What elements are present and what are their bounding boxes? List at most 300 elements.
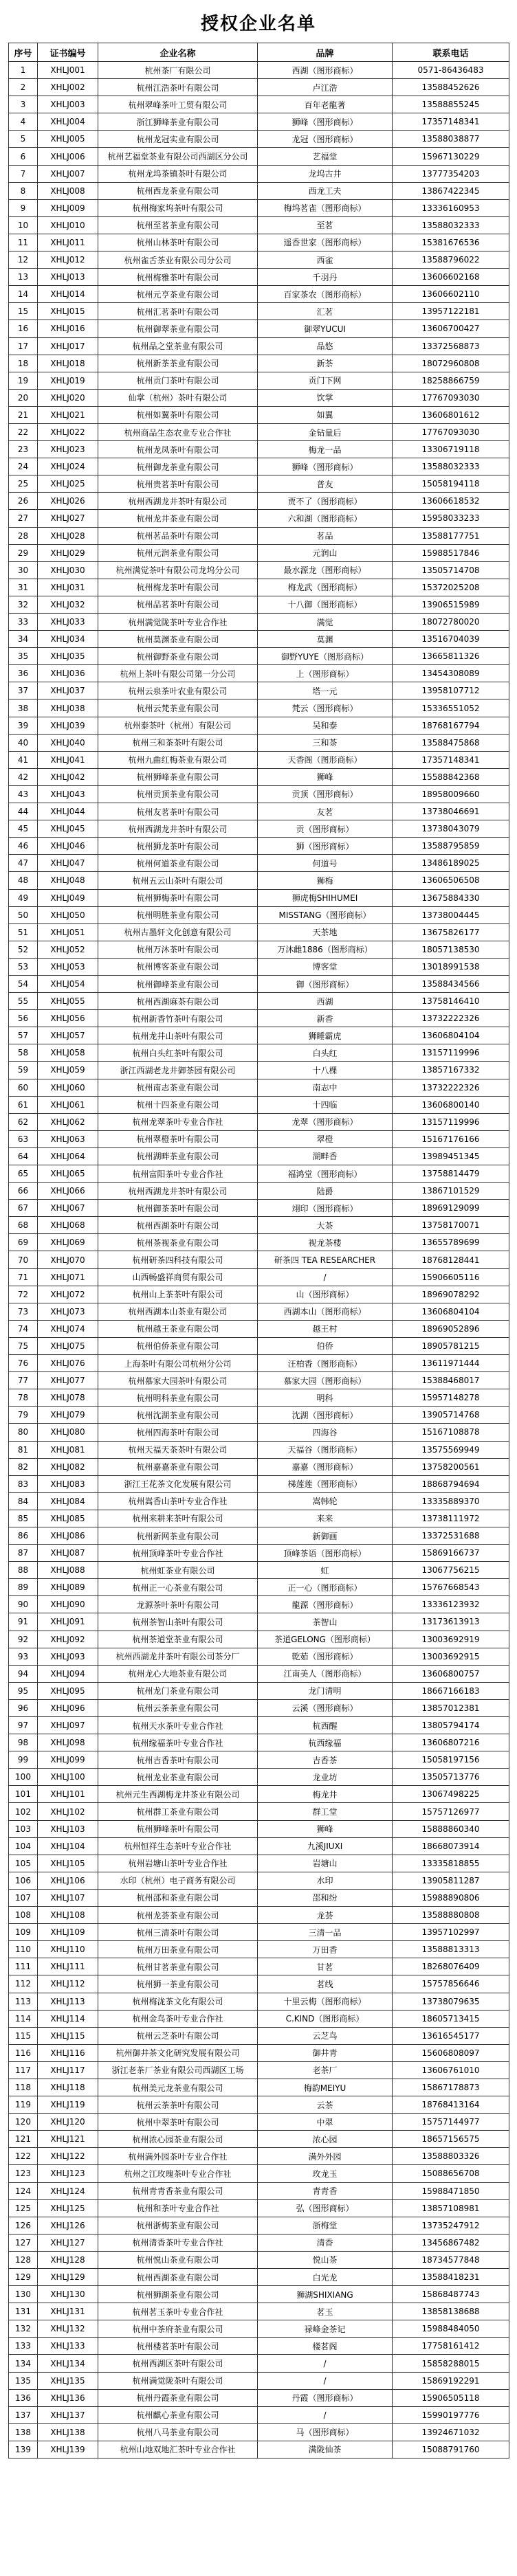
brand: 百家茶农（图形商标） [258,286,393,303]
certificate-number: XHLJ043 [38,785,98,803]
phone: 18768128441 [393,1251,509,1268]
table-row [9,320,509,337]
header-index: 序号 [9,43,38,62]
row-index: 135 [9,2372,38,2389]
certificate-number: XHLJ066 [38,1183,98,1200]
row-index: 64 [9,1147,38,1165]
table-row [9,1010,509,1027]
row-index: 70 [9,1251,38,1268]
certificate-number: XHLJ120 [38,2114,98,2131]
brand: 吉香茶 [258,1751,393,1769]
table-row [9,1475,509,1492]
company-name: 杭州古墨轩文化创意有限公司 [98,923,258,941]
company-name: 杭州群工茶业有限公司 [98,1803,258,1820]
row-index: 46 [9,838,38,855]
brand: 茶道GELONG（图形商标） [258,1631,393,1648]
brand: / [258,1268,393,1286]
table-row [9,631,509,648]
certificate-number: XHLJ036 [38,665,98,682]
certificate-number: XHLJ013 [38,269,98,286]
certificate-number: XHLJ022 [38,423,98,440]
brand: 嘉嘉（图形商标） [258,1458,393,1475]
certificate-number: XHLJ009 [38,199,98,216]
table-row [9,2406,509,2423]
certificate-number: XHLJ033 [38,614,98,631]
table-row [9,1096,509,1113]
certificate-number: XHLJ127 [38,2234,98,2251]
row-index: 7 [9,165,38,182]
brand: 九溪JIUXI [258,1837,393,1855]
phone: 13575569949 [393,1441,509,1458]
brand: 白光龙 [258,2269,393,2286]
brand: 满陇仙茶 [258,2441,393,2458]
company-name: 杭州狮峰茶叶有限公司 [98,1820,258,1837]
certificate-number: XHLJ070 [38,1251,98,1268]
certificate-number: XHLJ027 [38,510,98,527]
company-name: 杭州中茶府茶业有限公司 [98,2320,258,2338]
phone: 13606761010 [393,2061,509,2079]
certificate-number: XHLJ031 [38,579,98,596]
company-name: 杭州邵和茶业有限公司 [98,1889,258,1906]
row-index: 95 [9,1682,38,1699]
row-index: 35 [9,648,38,665]
table-row [9,1183,509,1200]
company-name: 杭州悦山茶业有限公司 [98,2251,258,2268]
table-row [9,2423,509,2441]
certificate-number: XHLJ005 [38,131,98,148]
certificate-number: XHLJ062 [38,1113,98,1130]
certificate-number: XHLJ073 [38,1303,98,1320]
company-name: 杭州品之堂茶业有限公司 [98,337,258,355]
phone: 13665811326 [393,648,509,665]
row-index: 103 [9,1820,38,1837]
company-name: 杭州元润茶业有限公司 [98,544,258,561]
company-name: 杭州翠橙茶叶有限公司 [98,1130,258,1147]
brand: 中翠 [258,2114,393,2131]
certificate-number: XHLJ012 [38,251,98,269]
company-name: 杭州龙业茶业有限公司 [98,1769,258,1786]
company-name: 杭州岩塘山茶叶专业合作社 [98,1855,258,1872]
phone: 18969078292 [393,1286,509,1303]
certificate-number: XHLJ053 [38,958,98,975]
row-index: 116 [9,2044,38,2061]
table-row [9,699,509,717]
phone: 17767093030 [393,389,509,406]
row-index: 94 [9,1665,38,1682]
phone: 13067498225 [393,1786,509,1803]
row-index: 106 [9,1872,38,1889]
table-row [9,2355,509,2372]
certificate-number: XHLJ123 [38,2165,98,2182]
table-row [9,1924,509,1941]
row-index: 22 [9,423,38,440]
company-name: 杭州顶峰茶叶专业合作社 [98,1545,258,1562]
phone: 13738004445 [393,906,509,923]
company-name: 杭州山林茶叶有限公司 [98,234,258,251]
phone: 15767668543 [393,1579,509,1596]
brand: 龍源（图形商标） [258,1596,393,1613]
certificate-number: XHLJ026 [38,493,98,510]
phone: 13588475868 [393,734,509,751]
brand: 天福谷（图形商标） [258,1441,393,1458]
company-name: 杭州龙心大地茶业有限公司 [98,1665,258,1682]
company-name: 杭州龙门茶业有限公司 [98,1682,258,1699]
brand: C.KIND（图形商标） [258,2010,393,2027]
company-name: 杭州八马茶业有限公司 [98,2423,258,2441]
certificate-number: XHLJ092 [38,1631,98,1648]
table-row [9,510,509,527]
table-row [9,286,509,303]
brand: 十里云梅（图形商标） [258,1993,393,2010]
phone: 15757126977 [393,1803,509,1820]
brand: 梅韵MEIYU [258,2079,393,2096]
table-row [9,1510,509,1527]
company-name: 杭州南志茶业有限公司 [98,1079,258,1096]
company-name: 杭州茶厂有限公司 [98,62,258,79]
table-row [9,234,509,251]
table-row [9,527,509,544]
certificate-number: XHLJ133 [38,2338,98,2355]
row-index: 11 [9,234,38,251]
phone: 13588803326 [393,2148,509,2165]
row-index: 67 [9,1200,38,1217]
brand: 上（图形商标） [258,665,393,682]
company-name: 杭州山地双地汇茶叶专业合作社 [98,2441,258,2458]
row-index: 79 [9,1407,38,1424]
table-row [9,734,509,751]
row-index: 28 [9,527,38,544]
certificate-number: XHLJ090 [38,1596,98,1613]
phone: 15858288015 [393,2355,509,2372]
certificate-number: XHLJ117 [38,2061,98,2079]
company-name: 上海茶叶有限公司杭州分公司 [98,1355,258,1372]
phone: 18605713415 [393,2010,509,2027]
company-name: 杭州梅龙茶叶有限公司 [98,579,258,596]
certificate-number: XHLJ002 [38,79,98,96]
company-name: 杭州甘茗茶业有限公司 [98,1958,258,1975]
table-row [9,2269,509,2286]
table-row [9,1872,509,1889]
certificate-number: XHLJ034 [38,631,98,648]
brand: 乾茹（图形商标） [258,1648,393,1665]
table-row [9,406,509,423]
certificate-number: XHLJ069 [38,1234,98,1251]
phone: 13858138688 [393,2303,509,2320]
brand: 狮睡霸虎 [258,1027,393,1044]
table-row [9,838,509,855]
brand: 南志中 [258,1079,393,1096]
phone: 15167108878 [393,1424,509,1441]
row-index: 41 [9,751,38,768]
row-index: 36 [9,665,38,682]
table-row [9,1441,509,1458]
brand: 万沐雌1886（图形商标） [258,941,393,958]
row-index: 86 [9,1527,38,1544]
certificate-number: XHLJ103 [38,1820,98,1837]
row-index: 63 [9,1130,38,1147]
brand: 狮湖SHIXIANG [258,2286,393,2303]
phone: 13018991538 [393,958,509,975]
company-name: 浙江狮峰茶业有限公司 [98,113,258,131]
table-row [9,906,509,923]
table-row [9,2372,509,2389]
table-row [9,1527,509,1544]
company-name: 杭州中翠茶叶有限公司 [98,2114,258,2131]
table-row [9,1631,509,1648]
brand: 艺福堂 [258,148,393,165]
table-row [9,1217,509,1234]
certificate-number: XHLJ015 [38,303,98,320]
brand: / [258,2372,393,2389]
phone: 15957148278 [393,1389,509,1407]
brand: 翠橙 [258,1130,393,1147]
row-index: 13 [9,269,38,286]
brand: 伯侨 [258,1337,393,1354]
brand: 金钻量后 [258,423,393,440]
row-index: 96 [9,1699,38,1716]
table-row [9,1545,509,1562]
table-row [9,1062,509,1079]
table-row [9,2044,509,2061]
phone: 13777354203 [393,165,509,182]
table-row [9,872,509,889]
company-name: 水印（杭州）电子商务有限公司 [98,1872,258,1889]
company-name: 杭州四海茶叶有限公司 [98,1424,258,1441]
company-name: 杭州楼茗茶叶有限公司 [98,2338,258,2355]
company-name: 杭州满觉茶叶有限公司龙坞分公司 [98,561,258,579]
certificate-number: XHLJ129 [38,2269,98,2286]
company-name: 杭州天水茶叶专业合作社 [98,1717,258,1734]
company-name: 杭州御野茶业有限公司 [98,648,258,665]
header-brand: 品牌 [258,43,393,62]
table-row [9,2148,509,2165]
company-name: 杭州贡门茶叶有限公司 [98,372,258,389]
brand: / [258,2355,393,2372]
table-row [9,923,509,941]
row-index: 5 [9,131,38,148]
certificate-number: XHLJ105 [38,1855,98,1872]
certificate-number: XHLJ051 [38,923,98,941]
company-name: 杭州云芝茶叶有限公司 [98,2027,258,2044]
row-index: 88 [9,1562,38,1579]
phone: 15381676536 [393,234,509,251]
brand: 贾不了（图形商标） [258,493,393,510]
row-index: 102 [9,1803,38,1820]
certificate-number: XHLJ020 [38,389,98,406]
phone: 15869166737 [393,1545,509,1562]
phone: 13157119996 [393,1044,509,1062]
row-index: 15 [9,303,38,320]
row-index: 124 [9,2182,38,2199]
row-index: 99 [9,1751,38,1769]
company-name: 杭州龙井山茶叶有限公司 [98,1027,258,1044]
table-row [9,1596,509,1613]
certificate-number: XHLJ108 [38,1907,98,1924]
brand: 山（图形商标） [258,1286,393,1303]
phone: 13588038877 [393,131,509,148]
table-row [9,579,509,596]
company-name: 杭州九曲红梅茶业有限公司 [98,751,258,768]
brand: 汪柏香（图形商标） [258,1355,393,1372]
certificate-number: XHLJ095 [38,1682,98,1699]
company-name: 杭州艺福堂茶业有限公司西湖区分公司 [98,148,258,165]
brand: 最水源龙（图形商标） [258,561,393,579]
row-index: 73 [9,1303,38,1320]
phone: 13905811287 [393,1872,509,1889]
brand: 满外外园 [258,2148,393,2165]
brand: 狮梅 [258,872,393,889]
phone: 13924671032 [393,2423,509,2441]
company-name: 杭州三清茶叶有限公司 [98,1924,258,1941]
phone: 13588177751 [393,527,509,544]
company-name: 杭州博客茶业有限公司 [98,958,258,975]
phone: 13675884330 [393,889,509,906]
phone: 18768167794 [393,717,509,734]
company-name: 杭州白头红茶叶有限公司 [98,1044,258,1062]
phone: 15869192291 [393,2372,509,2389]
table-row [9,1786,509,1803]
company-name: 杭州茶视茶业有限公司 [98,1234,258,1251]
table-row [9,614,509,631]
row-index: 16 [9,320,38,337]
row-index: 118 [9,2079,38,2096]
brand: 新香 [258,1010,393,1027]
brand: 御野YUYE（图形商标） [258,648,393,665]
phone: 15906505118 [393,2389,509,2406]
brand: 如翼 [258,406,393,423]
table-row [9,2251,509,2268]
certificate-number: XHLJ047 [38,855,98,872]
company-name: 杭州元亨茶业有限公司 [98,286,258,303]
certificate-number: XHLJ096 [38,1699,98,1716]
phone: 13857012381 [393,1699,509,1716]
brand: 贡（图形商标） [258,820,393,838]
certificate-number: XHLJ083 [38,1475,98,1492]
brand: 水印 [258,1872,393,1889]
company-name: 杭州和茶叶专业合作社 [98,2199,258,2217]
company-name: 杭州龙凤茶叶有限公司 [98,441,258,458]
certificate-number: XHLJ050 [38,906,98,923]
company-name: 杭州梅泷茶文化有限公司 [98,1993,258,2010]
phone: 0571-86436483 [393,62,509,79]
row-index: 100 [9,1769,38,1786]
certificate-number: XHLJ025 [38,475,98,493]
company-name: 杭州嘉嘉茶业有限公司 [98,1458,258,1475]
phone: 13957102997 [393,1924,509,1941]
certificate-number: XHLJ098 [38,1734,98,1751]
company-name: 杭州龙翠茶叶专业合作社 [98,1113,258,1130]
phone: 18969129099 [393,1200,509,1217]
brand: 浓心园 [258,2131,393,2148]
table-row [9,975,509,992]
row-index: 112 [9,1975,38,1993]
brand: 群工堂 [258,1803,393,1820]
company-name: 山西畅盛祥商贸有限公司 [98,1268,258,1286]
table-row [9,441,509,458]
row-index: 134 [9,2355,38,2372]
phone: 13486189025 [393,855,509,872]
row-index: 60 [9,1079,38,1096]
company-name: 杭州美元龙茶业有限公司 [98,2079,258,2096]
table-row [9,423,509,440]
row-index: 53 [9,958,38,975]
certificate-number: XHLJ106 [38,1872,98,1889]
row-index: 48 [9,872,38,889]
brand: 云芝鸟 [258,2027,393,2044]
certificate-number: XHLJ014 [38,286,98,303]
table-row [9,2182,509,2199]
row-index: 62 [9,1113,38,1130]
table-row [9,303,509,320]
phone: 13758146410 [393,993,509,1010]
row-index: 78 [9,1389,38,1407]
table-row [9,165,509,182]
phone: 13588032333 [393,458,509,475]
brand: 邵和纷 [258,1889,393,1906]
header-certificate-number: 证书编号 [38,43,98,62]
phone: 13067756215 [393,1562,509,1579]
row-index: 61 [9,1096,38,1113]
phone: 15867178873 [393,2079,509,2096]
company-name: 杭州茗品茶叶有限公司 [98,527,258,544]
phone: 18258866759 [393,372,509,389]
table-row [9,2027,509,2044]
certificate-number: XHLJ125 [38,2199,98,2217]
brand: 茗玉 [258,2303,393,2320]
brand: 正一心（图形商标） [258,1579,393,1596]
row-index: 31 [9,579,38,596]
certificate-number: XHLJ087 [38,1545,98,1562]
certificate-number: XHLJ039 [38,717,98,734]
company-name: 杭州何道茶业有限公司 [98,855,258,872]
brand: 梯莲莲（图形商标） [258,1475,393,1492]
certificate-number: XHLJ132 [38,2320,98,2338]
brand: 汇茗 [258,303,393,320]
brand: 岩塘山 [258,1855,393,1872]
company-name: 杭州新香竹茶叶有限公司 [98,1010,258,1027]
phone: 13606804104 [393,1303,509,1320]
row-index: 58 [9,1044,38,1062]
table-row [9,493,509,510]
company-name: 杭州茗玉茶叶专业合作社 [98,2303,258,2320]
brand: 清香 [258,2234,393,2251]
certificate-number: XHLJ042 [38,768,98,785]
row-index: 105 [9,1855,38,1872]
row-index: 42 [9,768,38,785]
table-row [9,1079,509,1096]
row-index: 110 [9,1941,38,1958]
phone: 13173613913 [393,1613,509,1631]
company-name: 杭州御翠茶业有限公司 [98,320,258,337]
table-row [9,2338,509,2355]
certificate-number: XHLJ118 [38,2079,98,2096]
row-index: 117 [9,2061,38,2079]
phone: 13454308089 [393,665,509,682]
phone: 13958107712 [393,682,509,699]
table-row [9,1303,509,1320]
phone: 15757144977 [393,2114,509,2131]
row-index: 107 [9,1889,38,1906]
row-index: 83 [9,1475,38,1492]
table-row [9,2199,509,2217]
company-name: 杭州来耕来茶叶有限公司 [98,1510,258,1527]
brand: 莫渊 [258,631,393,648]
row-index: 32 [9,596,38,613]
certificate-number: XHLJ086 [38,1527,98,1544]
table-row [9,682,509,699]
certificate-number: XHLJ126 [38,2217,98,2234]
company-name: 杭州吉香茶叶有限公司 [98,1751,258,1769]
